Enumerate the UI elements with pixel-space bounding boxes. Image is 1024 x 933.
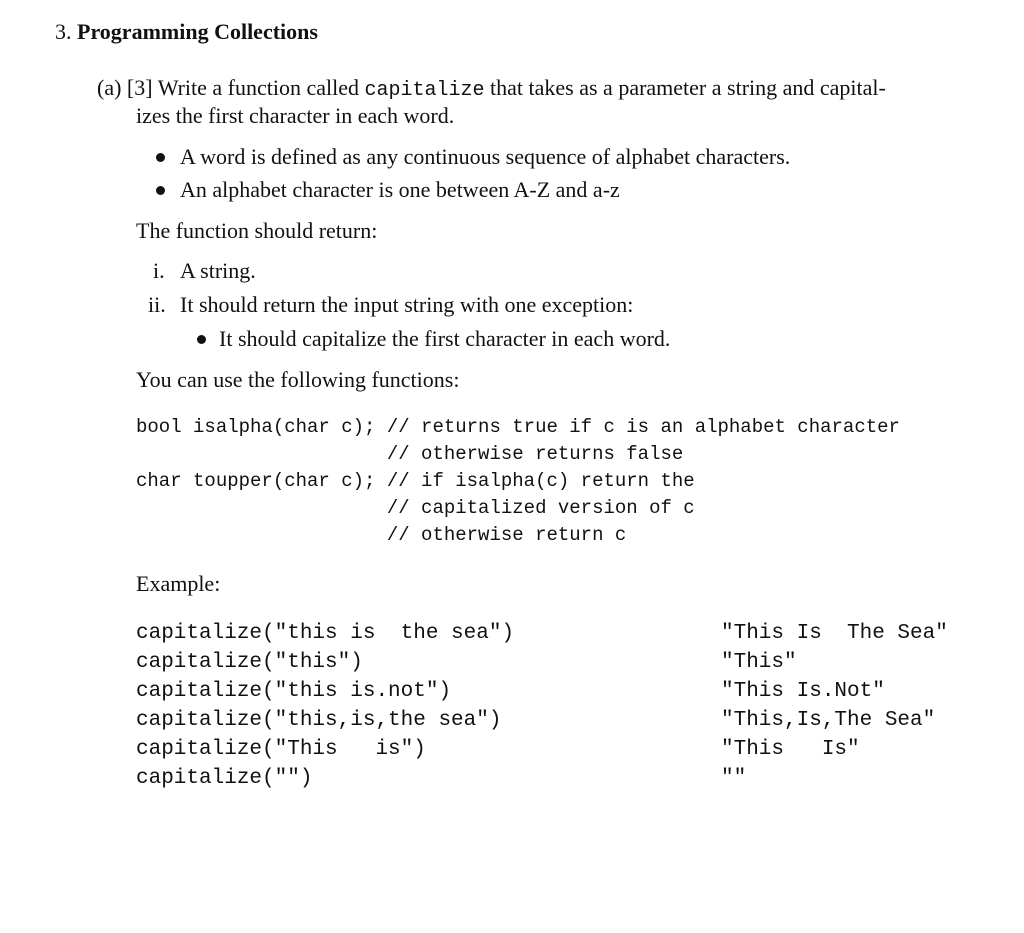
example-call: capitalize("this,is,the sea") <box>136 709 502 732</box>
code-line: char toupper(char c); // if isalpha(c) return the <box>136 470 695 492</box>
example-call: capitalize("") <box>136 767 313 790</box>
example-result: "" <box>721 767 747 790</box>
code-line: // otherwise return c <box>136 524 627 546</box>
example-result: "This Is The Sea" <box>721 622 948 645</box>
example-result: "This,Is,The Sea" <box>721 709 936 732</box>
bullet-dot-icon <box>156 153 165 162</box>
section-heading <box>55 18 318 46</box>
code-line: // otherwise returns false <box>136 443 684 465</box>
example-result: "This Is" <box>721 738 860 761</box>
return-item-text: A string. <box>180 258 256 283</box>
return-item-marker: ii. <box>148 292 166 317</box>
return-sub-bullet: It should capitalize the first character in each word. <box>219 326 671 351</box>
section-title: Programming Collections <box>77 19 318 44</box>
example-heading: Example: <box>136 571 221 596</box>
return-item-text: It should return the input string with one exception: <box>180 292 634 317</box>
part-a-intro-continued: izes the first character in each word. <box>136 103 455 128</box>
part-label: (a) <box>97 75 122 100</box>
return-item-marker: i. <box>153 258 165 283</box>
intro-text-after-code: that takes as a parameter a string and capital- <box>490 75 886 100</box>
example-call: capitalize("this is.not") <box>136 680 452 703</box>
code-line: // capitalized version of c <box>136 497 695 519</box>
points-label: [3] <box>126 75 153 100</box>
bullet-dot-icon <box>197 335 206 344</box>
bullet-dot-icon <box>156 186 165 195</box>
example-call: capitalize("This is") <box>136 738 426 761</box>
definition-word: A word is defined as any continuous sequence of alphabet characters. <box>180 144 791 169</box>
return-heading: The function should return: <box>136 218 378 243</box>
functions-heading: You can use the following functions: <box>136 367 460 392</box>
function-name-code: capitalize <box>364 79 485 102</box>
definition-alphabet-character: An alphabet character is one between A-Z and a-z <box>180 177 620 202</box>
example-call: capitalize("this is the sea") <box>136 622 515 645</box>
code-line: bool isalpha(char c); // returns true if c is an alphabet character <box>136 416 900 438</box>
example-call: capitalize("this") <box>136 651 363 674</box>
example-result: "This Is.Not" <box>721 680 885 703</box>
example-result: "This" <box>721 651 797 674</box>
section-number: 3. <box>55 19 72 44</box>
intro-text-before-code: Write a function called <box>157 75 359 100</box>
part-a-intro <box>97 74 886 105</box>
